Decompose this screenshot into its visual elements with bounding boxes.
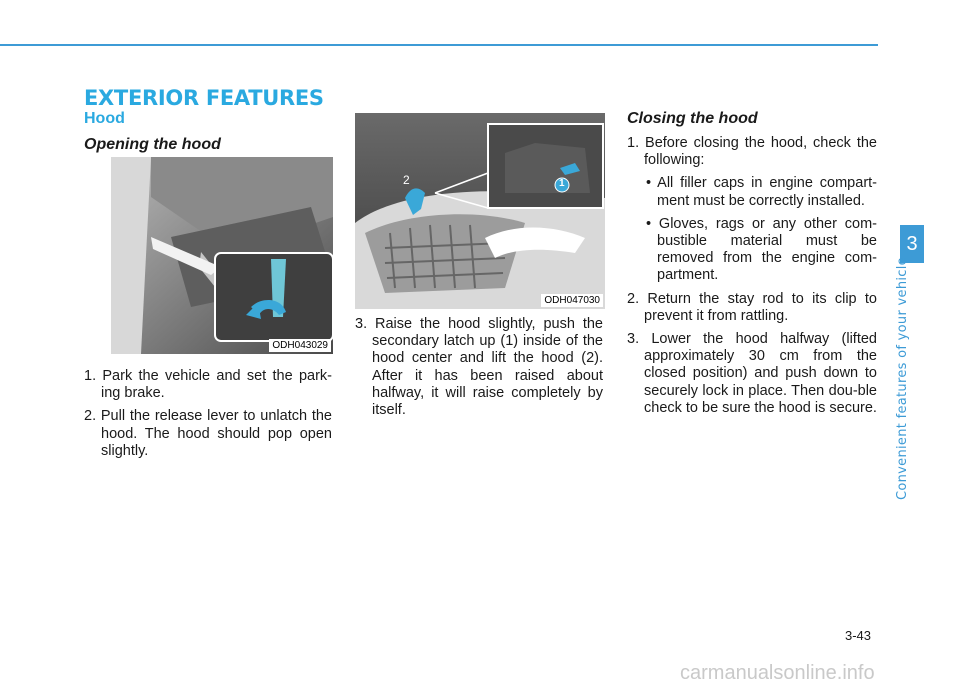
figure-secondary-latch: [355, 113, 605, 309]
car-front-illustration: [355, 113, 605, 309]
closing-steps: [627, 135, 877, 423]
chapter-number-tab: 3: [900, 225, 924, 263]
close-bullet-2: • Gloves, rags or any other com-bustible material must be removed from the engine com-partment.: [646, 215, 877, 284]
figure2-label-1: 1: [559, 178, 565, 189]
opening-heading: Opening the hood: [84, 136, 221, 153]
close-bullet-1: • All filler caps in engine compart-ment must be correctly installed.: [646, 175, 877, 209]
open-step-1: 1. Park the vehicle and set the park-ing brake.: [84, 368, 332, 402]
close-step-1: 1. Before closing the hood, check the following:: [627, 135, 877, 169]
header-rule: [0, 44, 878, 46]
close-step-3: 3. Lower the hood halfway (lifted approximately 30 cm from the closed position) and push down to securely lock in place. Then dou-ble check to be sure the hood is secure.: [627, 331, 877, 416]
open-step-3: 3. Raise the hood slightly, push the secondary latch up (1) inside of the hood center and lift the hood (2). After it has been raised about halfway, it will raise completely by itself.: [355, 316, 603, 419]
figure2-code: ODH047030: [541, 294, 603, 307]
closing-heading: Closing the hood: [627, 110, 758, 127]
section-title: EXTERIOR FEATURES: [84, 86, 324, 110]
watermark-text: carmanualsonline.info: [680, 662, 875, 684]
opening-steps-col1: [84, 368, 332, 466]
figure-hood-release-lever: [111, 157, 333, 354]
interior-illustration: [111, 157, 333, 354]
opening-steps-col2: [355, 316, 603, 425]
chapter-title-vertical: Convenient features of your vehicle: [895, 257, 910, 500]
figure2-label-2: 2: [403, 173, 410, 187]
close-step-2: 2. Return the stay rod to its clip to prevent it from rattling.: [627, 290, 877, 324]
subheading-hood: Hood: [84, 110, 125, 127]
page-number: 3-43: [845, 628, 872, 643]
figure1-code: ODH043029: [269, 339, 331, 352]
open-step-2: 2. Pull the release lever to unlatch the hood. The hood should pop open slightly.: [84, 408, 332, 459]
